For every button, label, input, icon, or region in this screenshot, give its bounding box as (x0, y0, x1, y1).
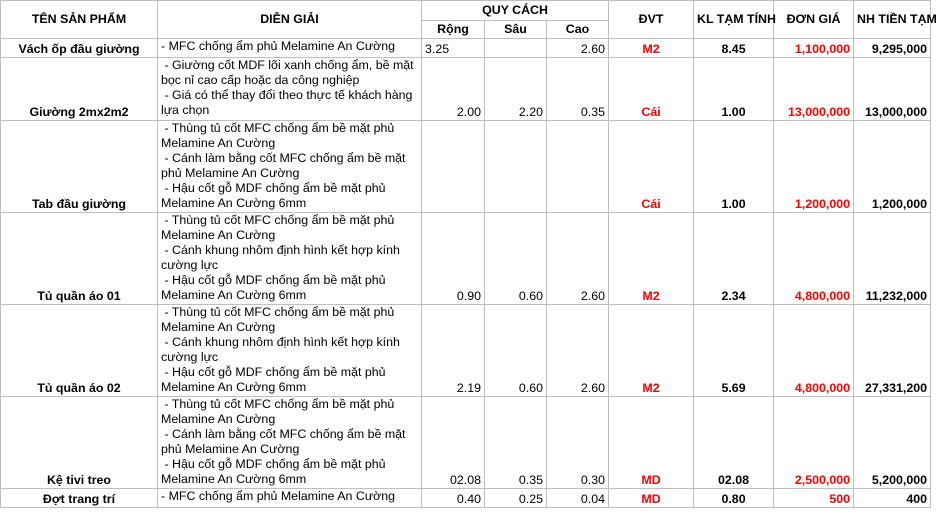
cell-total[interactable]: 27,331,200 (854, 305, 931, 397)
cell-height[interactable]: 2.60 (547, 305, 609, 397)
cell-total[interactable]: 400 (854, 489, 931, 508)
cell-depth[interactable]: 0.60 (485, 305, 547, 397)
cell-price[interactable]: 2,500,000 (774, 397, 854, 489)
cell-description[interactable]: - MFC chống ẩm phủ Melamine An Cường (158, 39, 422, 58)
header-product[interactable]: TÊN SẢN PHẨM (1, 1, 158, 39)
cell-weight[interactable]: 8.45 (694, 39, 774, 58)
cell-height[interactable]: 0.30 (547, 397, 609, 489)
cell-weight[interactable]: 5.69 (694, 305, 774, 397)
table-row (1, 213, 931, 305)
cell-price[interactable]: 13,000,000 (774, 58, 854, 121)
cell-product[interactable]: Đợt trang trí (1, 489, 158, 508)
cell-depth[interactable] (485, 39, 547, 58)
cell-height[interactable]: 0.35 (547, 58, 609, 121)
cell-width[interactable]: 2.00 (422, 58, 485, 121)
cell-width[interactable]: 0.90 (422, 213, 485, 305)
cell-description[interactable]: - Thùng tủ cốt MFC chống ẩm bề mặt phủ Melamine An Cường - Cánh khung nhôm định hình kết hợp kính cường lực - Hậu cốt gỗ MDF chống ẩm bề mặt phủ Melamine An Cường 6mm (158, 213, 422, 305)
cell-depth[interactable] (485, 121, 547, 213)
table-row (1, 39, 931, 58)
cell-width[interactable]: 02.08 (422, 397, 485, 489)
cell-total[interactable]: 11,232,000 (854, 213, 931, 305)
cell-unit[interactable]: MD (609, 489, 694, 508)
cell-width[interactable]: 0.40 (422, 489, 485, 508)
table-row (1, 489, 931, 508)
cell-weight[interactable]: 2.34 (694, 213, 774, 305)
cell-width[interactable] (422, 121, 485, 213)
header-spec[interactable]: QUY CÁCH (422, 1, 609, 21)
cell-description[interactable]: - Thùng tủ cốt MFC chống ẩm bề mặt phủ Melamine An Cường - Cánh làm bằng cốt MFC chống ẩm bề mặt phủ Melamine An Cường - Hậu cốt gỗ MDF chống ẩm bề mặt phủ Melamine An Cường 6mm (158, 121, 422, 213)
cell-total[interactable]: 1,200,000 (854, 121, 931, 213)
cell-price[interactable]: 1,100,000 (774, 39, 854, 58)
header-weight[interactable]: KL TẠM TÍNH (694, 1, 774, 39)
cell-total[interactable]: 5,200,000 (854, 397, 931, 489)
cell-price[interactable]: 500 (774, 489, 854, 508)
cell-description[interactable]: - Thùng tủ cốt MFC chống ẩm bề mặt phủ Melamine An Cường - Cánh khung nhôm định hình kết hợp kính cường lực - Hậu cốt gỗ MDF chống ẩm bề mặt phủ Melamine An Cường 6mm (158, 305, 422, 397)
cell-product[interactable]: Tủ quần áo 02 (1, 305, 158, 397)
cell-weight[interactable]: 1.00 (694, 58, 774, 121)
cell-unit[interactable]: MD (609, 397, 694, 489)
cell-height[interactable]: 2.60 (547, 213, 609, 305)
cell-unit[interactable]: Cái (609, 58, 694, 121)
cell-product[interactable]: Giường 2mx2m2 (1, 58, 158, 121)
cell-price[interactable]: 1,200,000 (774, 121, 854, 213)
header-width[interactable]: Rộng (422, 21, 485, 39)
cell-height[interactable] (547, 121, 609, 213)
table-row (1, 121, 931, 213)
table-row (1, 58, 931, 121)
cell-depth[interactable]: 0.60 (485, 213, 547, 305)
cell-total[interactable]: 13,000,000 (854, 58, 931, 121)
cell-product[interactable]: Tab đầu giường (1, 121, 158, 213)
cell-depth[interactable]: 2.20 (485, 58, 547, 121)
cell-product[interactable]: Kệ tivi treo (1, 397, 158, 489)
header-total[interactable]: NH TIỀN TẠM (854, 1, 931, 39)
cell-width[interactable]: 2.19 (422, 305, 485, 397)
header-unit[interactable]: ĐVT (609, 1, 694, 39)
cell-unit[interactable]: M2 (609, 39, 694, 58)
cell-depth[interactable]: 0.25 (485, 489, 547, 508)
cell-total[interactable]: 9,295,000 (854, 39, 931, 58)
cell-description[interactable]: - Giường cốt MDF lõi xanh chống ẩm, bề mặt bọc nỉ cao cấp hoặc da công nghiệp - Giá có thể thay đổi theo thực tế khách hàng lựa chọn (158, 58, 422, 121)
cell-description[interactable]: - Thùng tủ cốt MFC chống ẩm bề mặt phủ Melamine An Cường - Cánh làm bằng cốt MFC chống ẩm bề mặt phủ Melamine An Cường - Hậu cốt gỗ MDF chống ẩm bề mặt phủ Melamine An Cường 6mm (158, 397, 422, 489)
cell-price[interactable]: 4,800,000 (774, 213, 854, 305)
cell-price[interactable]: 4,800,000 (774, 305, 854, 397)
cell-weight[interactable]: 0.80 (694, 489, 774, 508)
cell-weight[interactable]: 02.08 (694, 397, 774, 489)
table-row (1, 305, 931, 397)
header-price[interactable]: ĐƠN GIÁ (774, 1, 854, 39)
cell-height[interactable]: 2.60 (547, 39, 609, 58)
cell-unit[interactable]: M2 (609, 305, 694, 397)
table-row (1, 397, 931, 489)
header-row-1 (1, 1, 931, 21)
cell-unit[interactable]: M2 (609, 213, 694, 305)
header-height[interactable]: Cao (547, 21, 609, 39)
cell-product[interactable]: Vách ốp đầu giường (1, 39, 158, 58)
cell-height[interactable]: 0.04 (547, 489, 609, 508)
cell-weight[interactable]: 1.00 (694, 121, 774, 213)
cell-description[interactable]: - MFC chống ẩm phủ Melamine An Cường (158, 489, 422, 508)
cell-width[interactable]: 3.25 (422, 39, 485, 58)
cell-depth[interactable]: 0.35 (485, 397, 547, 489)
header-description[interactable]: DIỄN GIẢI (158, 1, 422, 39)
header-depth[interactable]: Sâu (485, 21, 547, 39)
cell-unit[interactable]: Cái (609, 121, 694, 213)
cell-product[interactable]: Tủ quần áo 01 (1, 213, 158, 305)
